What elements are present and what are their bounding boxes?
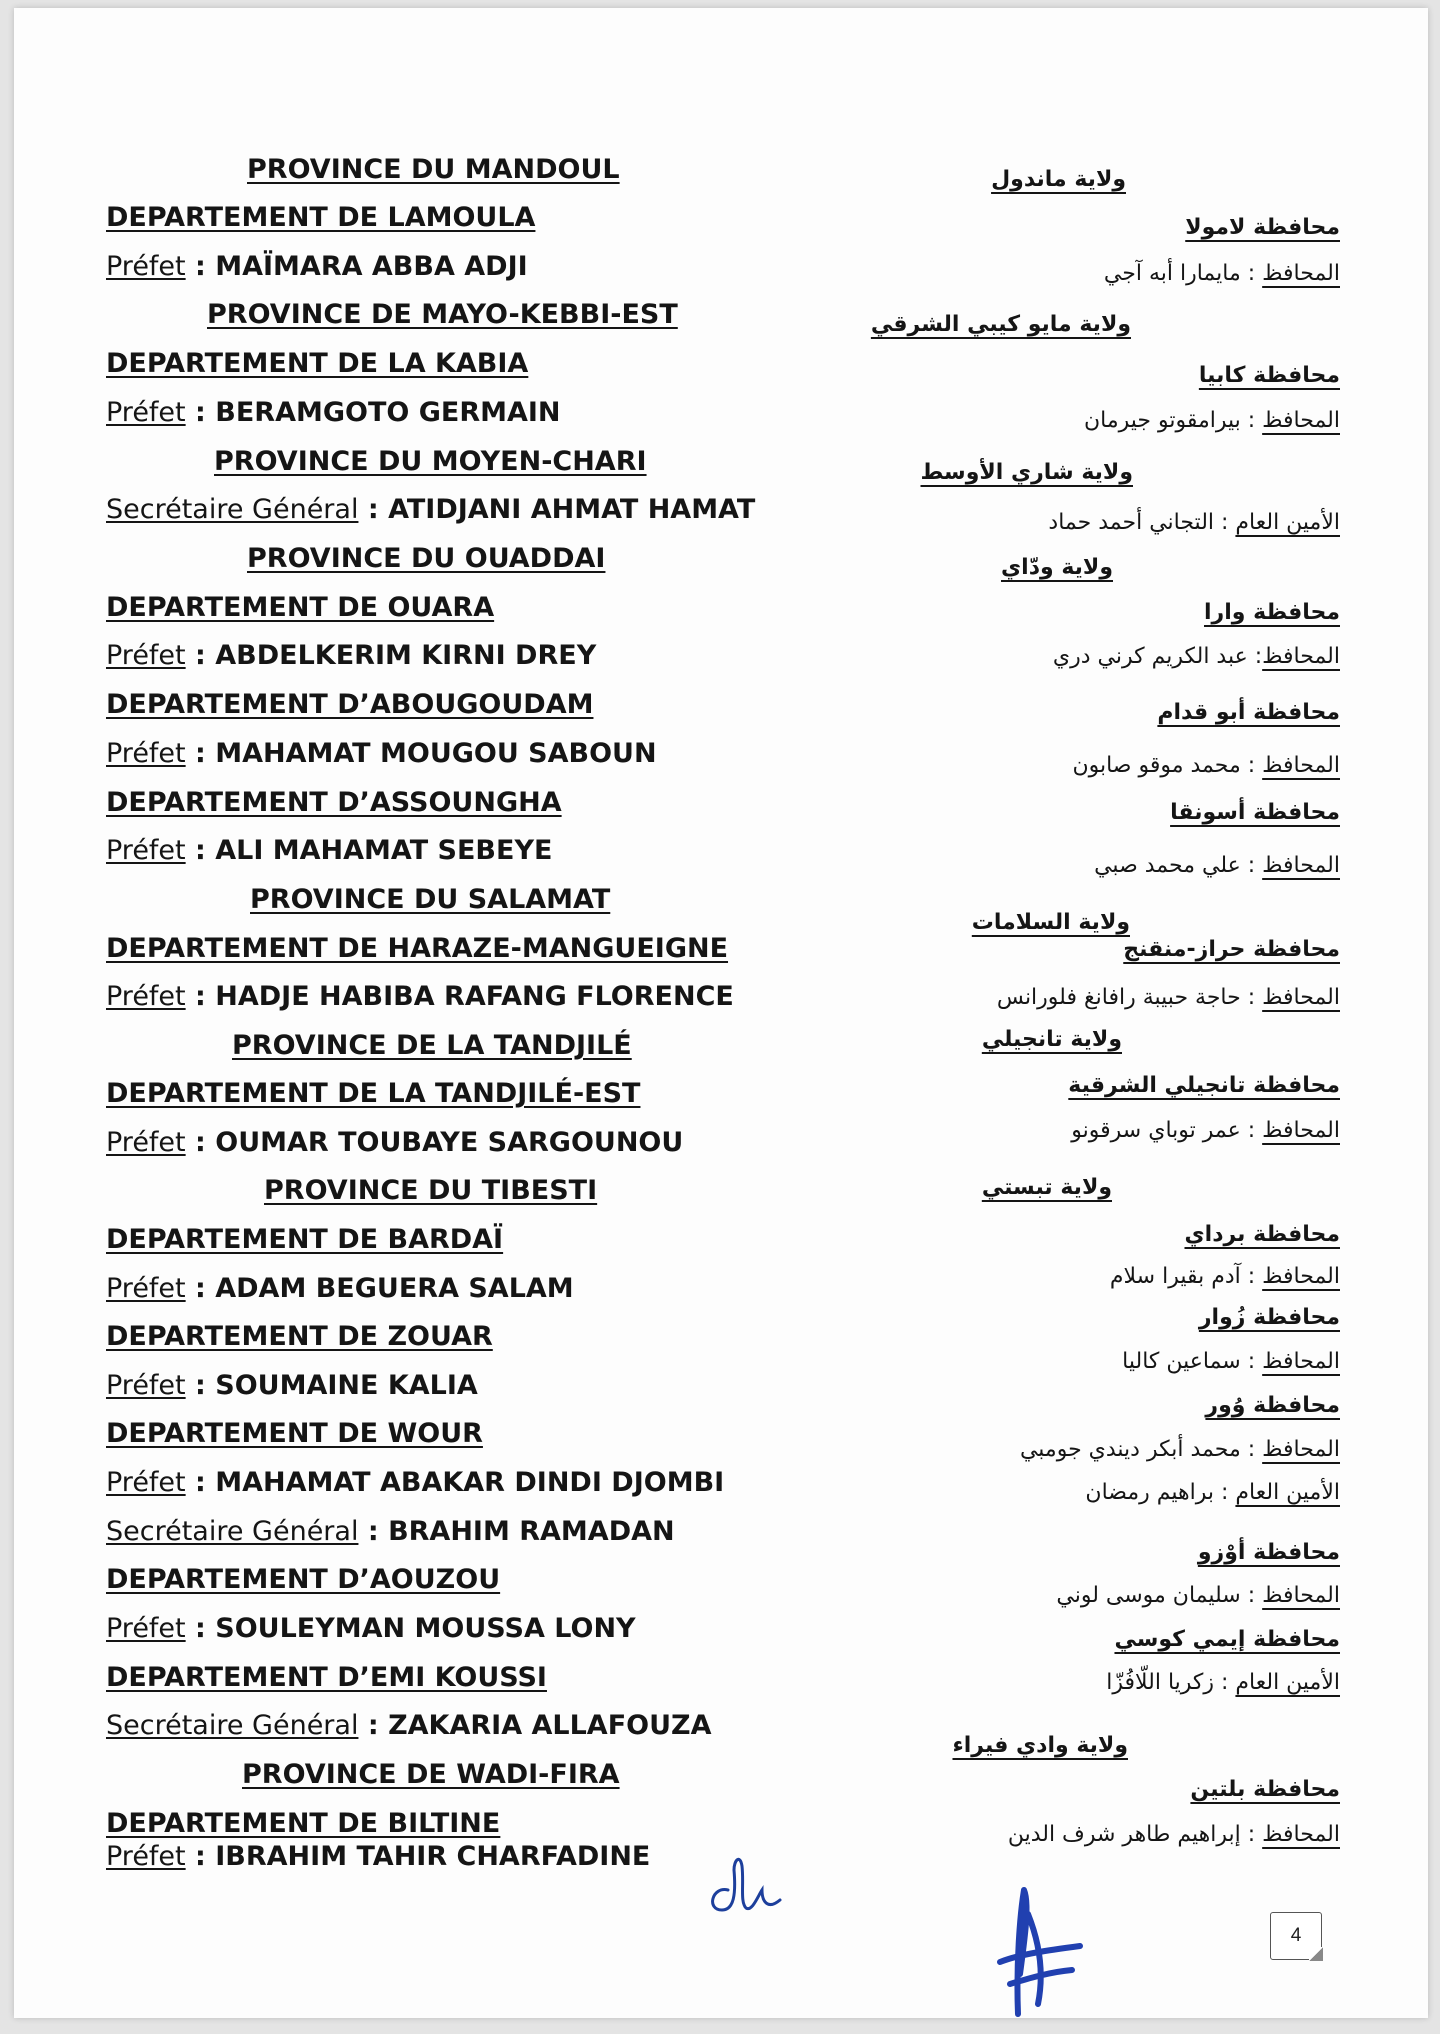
document-page — [14, 8, 1428, 2018]
official-role: Préfet — [106, 251, 186, 282]
official-line — [106, 250, 528, 284]
official-name: ATIDJANI AHMAT HAMAT — [388, 494, 756, 525]
separator-ar: : — [1240, 408, 1263, 433]
department-heading: DEPARTEMENT D’EMI KOUSSI — [106, 1662, 547, 1693]
official-line-ar — [1071, 1116, 1340, 1146]
separator: : — [185, 738, 216, 769]
official-line-ar — [1053, 642, 1340, 672]
department-heading-ar: محافظة أبو قدام — [1157, 700, 1340, 725]
official-role: Secrétaire Général — [106, 1516, 359, 1547]
official-role: Préfet — [106, 1613, 186, 1644]
official-line — [106, 1466, 724, 1500]
page-number-text: 4 — [1290, 1925, 1302, 1946]
official-line — [106, 1515, 675, 1549]
official-line-ar — [1104, 259, 1340, 289]
separator-ar: : — [1240, 753, 1263, 778]
official-name: MAHAMAT ABAKAR DINDI DJOMBI — [215, 1467, 725, 1498]
province-heading: PROVINCE DU MANDOUL — [247, 154, 620, 185]
official-name: ABDELKERIM KIRNI DREY — [215, 640, 597, 671]
official-line-ar — [997, 983, 1340, 1013]
official-role: Préfet — [106, 1273, 186, 1304]
department-heading: DEPARTEMENT DE BILTINE — [106, 1808, 501, 1839]
separator-ar: : — [1240, 985, 1263, 1010]
department-heading-ar: محافظة تانجيلي الشرقية — [1068, 1073, 1340, 1098]
department-heading-ar: محافظة برداي — [1184, 1222, 1340, 1247]
department-heading-ar: محافظة لامولا — [1185, 215, 1340, 240]
official-name: ALI MAHAMAT SEBEYE — [215, 835, 553, 866]
official-name-ar: بيرامقوتو جيرمان — [1083, 408, 1241, 433]
official-name-ar: محمد موقو صابون — [1072, 753, 1241, 778]
official-line — [106, 1709, 711, 1743]
department-heading: DEPARTEMENT DE LAMOULA — [106, 202, 536, 233]
official-role-ar: المحافظ — [1262, 644, 1340, 669]
official-role: Préfet — [106, 1127, 186, 1158]
official-role-ar: المحافظ — [1262, 1349, 1340, 1374]
province-heading: PROVINCE DE WADI-FIRA — [242, 1759, 620, 1790]
official-role-ar: المحافظ — [1262, 753, 1340, 778]
department-heading: DEPARTEMENT DE ZOUAR — [106, 1321, 493, 1352]
official-line-ar — [1122, 1347, 1340, 1377]
separator-ar: : — [1240, 261, 1263, 286]
official-name: OUMAR TOUBAYE SARGOUNOU — [215, 1127, 684, 1158]
official-role-ar: المحافظ — [1262, 853, 1340, 878]
official-name: ADAM BEGUERA SALAM — [215, 1273, 574, 1304]
official-line — [106, 834, 552, 868]
separator: : — [185, 1127, 216, 1158]
separator-ar: : — [1240, 853, 1263, 878]
official-line-ar — [1048, 508, 1340, 538]
official-role-ar: المحافظ — [1262, 261, 1340, 286]
separator: : — [185, 1370, 216, 1401]
official-role-ar: الأمين العام — [1235, 1480, 1340, 1505]
official-line-ar — [1084, 406, 1340, 436]
official-name-ar: عبد الكريم كرني دري — [1052, 644, 1248, 669]
separator: : — [185, 981, 216, 1012]
official-name: MAHAMAT MOUGOU SABOUN — [215, 738, 657, 769]
separator: : — [358, 1516, 389, 1547]
official-name: BERAMGOTO GERMAIN — [215, 397, 561, 428]
official-role-ar: المحافظ — [1262, 408, 1340, 433]
department-heading: DEPARTEMENT DE BARDAÏ — [106, 1224, 504, 1255]
department-heading: DEPARTEMENT DE LA KABIA — [106, 348, 529, 379]
province-heading: PROVINCE DE LA TANDJILÉ — [232, 1030, 632, 1061]
separator-ar: : — [1240, 1583, 1263, 1608]
department-heading-ar: محافظة كابيا — [1198, 363, 1340, 388]
official-role-ar: الأمين العام — [1235, 1670, 1340, 1695]
official-name-ar: إبراهيم طاهر شرف الدين — [1007, 1822, 1241, 1847]
separator: : — [185, 640, 216, 671]
official-name-ar: سليمان موسى لوني — [1056, 1583, 1241, 1608]
official-line-ar — [1085, 1478, 1340, 1508]
separator-ar: : — [1214, 1670, 1236, 1695]
province-heading-ar: ولاية وادي فيراء — [952, 1733, 1128, 1758]
department-heading-ar: محافظة بلتين — [1190, 1777, 1340, 1802]
official-role-ar: المحافظ — [1262, 985, 1340, 1010]
official-name: IBRAHIM TAHIR CHARFADINE — [215, 1841, 651, 1872]
province-heading-ar: ولاية ودّاي — [1001, 555, 1113, 580]
official-line — [106, 493, 755, 527]
official-name-ar: سماعين كاليا — [1122, 1349, 1241, 1374]
official-role: Secrétaire Général — [106, 1710, 359, 1741]
department-heading-ar: محافظة إيمي كوسي — [1114, 1627, 1340, 1652]
province-heading-ar: ولاية تبستي — [981, 1175, 1112, 1200]
official-line-ar — [1008, 1820, 1340, 1850]
official-role: Secrétaire Général — [106, 494, 359, 525]
official-name-ar: آدم بقيرا سلام — [1109, 1264, 1241, 1289]
official-role-ar: المحافظ — [1262, 1264, 1340, 1289]
separator-ar: : — [1240, 1264, 1263, 1289]
official-name-ar: زكريا اللّافُزّا — [1106, 1670, 1215, 1695]
official-role-ar: المحافظ — [1262, 1583, 1340, 1608]
official-line — [106, 737, 657, 771]
separator-ar: : — [1247, 644, 1263, 669]
department-heading: DEPARTEMENT DE LA TANDJILÉ-EST — [106, 1078, 641, 1109]
official-name-ar: علي محمد صبي — [1094, 853, 1241, 878]
province-heading: PROVINCE DU MOYEN-CHARI — [214, 446, 647, 477]
province-heading-ar: ولاية مايو كيبي الشرقي — [870, 312, 1131, 337]
separator-ar: : — [1240, 1437, 1263, 1462]
separator: : — [185, 1273, 216, 1304]
official-name: BRAHIM RAMADAN — [388, 1516, 675, 1547]
separator-ar: : — [1214, 1480, 1236, 1505]
province-heading: PROVINCE DU OUADDAI — [247, 543, 606, 574]
page-number — [1270, 1912, 1322, 1960]
official-name: MAÏMARA ABBA ADJI — [215, 251, 528, 282]
province-heading: PROVINCE DE MAYO-KEBBI-EST — [207, 299, 678, 330]
official-line — [106, 1612, 636, 1646]
department-heading-ar: محافظة أسونقا — [1170, 800, 1340, 825]
official-name-ar: براهيم رمضان — [1085, 1480, 1215, 1505]
separator-ar: : — [1240, 1349, 1263, 1374]
official-name-ar: التجاني أحمد حماد — [1048, 510, 1215, 535]
official-name: SOULEYMAN MOUSSA LONY — [215, 1613, 636, 1644]
official-line — [106, 639, 596, 673]
official-name-ar: حاجة حبيبة رافانغ فلورانس — [996, 985, 1241, 1010]
page-fold-icon — [1309, 1947, 1323, 1961]
department-heading-ar: محافظة وارا — [1204, 600, 1340, 625]
separator-ar: : — [1240, 1118, 1263, 1143]
french-column — [14, 8, 1428, 2018]
official-line — [106, 980, 734, 1014]
official-role-ar: المحافظ — [1262, 1822, 1340, 1847]
separator: : — [185, 251, 216, 282]
official-line-ar — [1110, 1262, 1340, 1292]
separator: : — [185, 1613, 216, 1644]
department-heading: DEPARTEMENT DE OUARA — [106, 592, 495, 623]
official-line-ar — [1020, 1435, 1340, 1465]
official-role: Préfet — [106, 835, 186, 866]
signature-stroke — [980, 1874, 1090, 2024]
official-name: SOUMAINE KALIA — [215, 1370, 478, 1401]
separator: : — [185, 1467, 216, 1498]
separator: : — [185, 1841, 216, 1872]
department-heading: DEPARTEMENT D’ABOUGOUDAM — [106, 689, 594, 720]
official-line-ar — [1072, 751, 1340, 781]
separator: : — [358, 494, 389, 525]
department-heading-ar: محافظة حراز-منقنج — [1123, 937, 1340, 962]
separator-ar: : — [1214, 510, 1236, 535]
official-role: Préfet — [106, 640, 186, 671]
official-line-ar — [1056, 1581, 1340, 1611]
province-heading: PROVINCE DU SALAMAT — [250, 884, 611, 915]
official-name: ZAKARIA ALLAFOUZA — [388, 1710, 712, 1741]
official-role-ar: الأمين العام — [1235, 510, 1340, 535]
separator: : — [185, 835, 216, 866]
official-role: Préfet — [106, 1467, 186, 1498]
official-role: Préfet — [106, 1370, 186, 1401]
province-heading-ar: ولاية السلامات — [971, 910, 1130, 935]
department-heading-ar: محافظة أوْزو — [1197, 1540, 1340, 1565]
official-name: HADJE HABIBA RAFANG FLORENCE — [215, 981, 734, 1012]
official-role: Préfet — [106, 738, 186, 769]
department-heading: DEPARTEMENT D’ASSOUNGHA — [106, 787, 562, 818]
official-line-ar — [1106, 1668, 1340, 1698]
department-heading: DEPARTEMENT D’AOUZOU — [106, 1564, 501, 1595]
official-name-ar: عمر توباي سرقونو — [1071, 1118, 1241, 1143]
separator: : — [185, 397, 216, 428]
official-role: Préfet — [106, 981, 186, 1012]
department-heading: DEPARTEMENT DE HARAZE-MANGUEIGNE — [106, 933, 729, 964]
province-heading-ar: ولاية ماندول — [991, 167, 1126, 192]
official-role: Préfet — [106, 1841, 186, 1872]
official-line — [106, 1272, 574, 1306]
official-line — [106, 1840, 650, 1874]
official-line-ar — [1094, 851, 1340, 881]
province-heading-ar: ولاية تانجيلي — [981, 1027, 1122, 1052]
signature-initials — [700, 1850, 790, 1920]
province-heading: PROVINCE DU TIBESTI — [264, 1175, 598, 1206]
official-role: Préfet — [106, 397, 186, 428]
official-name-ar: محمد أبكر ديندي جومبي — [1019, 1437, 1241, 1462]
separator-ar: : — [1240, 1822, 1263, 1847]
province-heading-ar: ولاية شاري الأوسط — [920, 460, 1133, 485]
official-line — [106, 396, 561, 430]
separator: : — [358, 1710, 389, 1741]
official-role-ar: المحافظ — [1262, 1437, 1340, 1462]
official-role-ar: المحافظ — [1262, 1118, 1340, 1143]
official-line — [106, 1369, 478, 1403]
official-line — [106, 1126, 683, 1160]
department-heading: DEPARTEMENT DE WOUR — [106, 1418, 483, 1449]
official-name-ar: مايمارا أبه آجي — [1103, 261, 1241, 286]
department-heading-ar: محافظة وُور — [1205, 1393, 1340, 1418]
department-heading-ar: محافظة زُوار — [1198, 1305, 1340, 1330]
